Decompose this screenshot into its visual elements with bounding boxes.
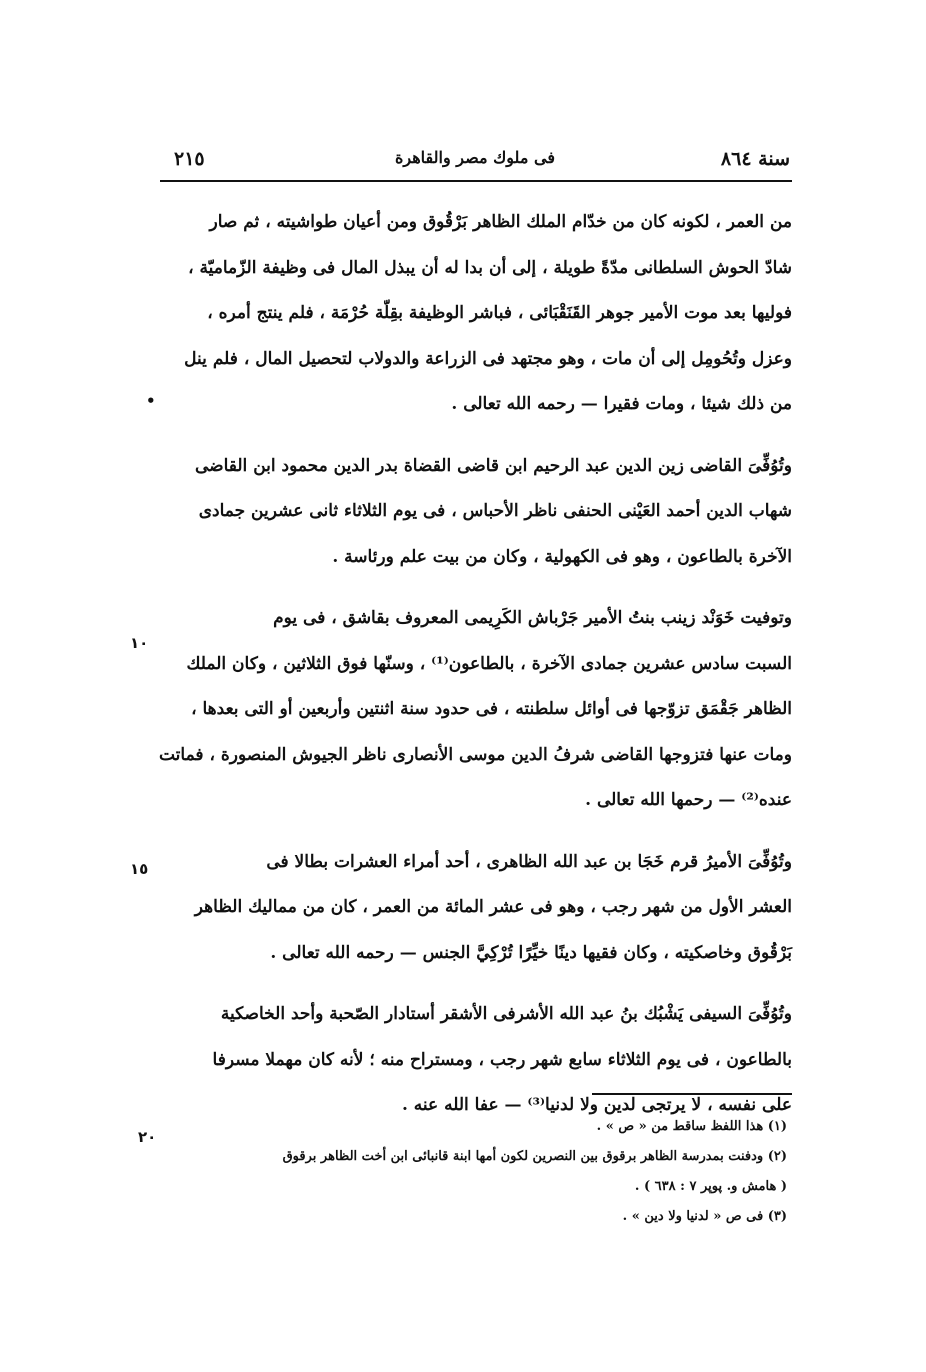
text-line: وتُوُفِّىَ الأميرُ قرم خَجَا بن عبد الله الظاهرى ، أحد أمراء العشرات بطالا فى bbox=[266, 851, 792, 872]
body-text bbox=[158, 200, 792, 1145]
text-line: وتُوُفِّىَ القاضى زين الدين عبد الرحيم ابن قاضى القضاة بدر الدين محمود ابن القاضى bbox=[194, 455, 792, 476]
footnotes bbox=[172, 1112, 787, 1232]
margin-dot: • bbox=[146, 392, 156, 410]
text-line: الظاهر جَقْمَق تزوّجها فى أوائل سلطنته ، فى حدود سنة اثنتين وأربعين أو التى بعدها ، bbox=[191, 699, 792, 719]
header-year: سنة ٨٦٤ bbox=[720, 148, 790, 170]
footnote: (٣) فى ص « لدنيا ولا دين » . bbox=[622, 1209, 787, 1224]
paragraph bbox=[172, 200, 792, 428]
margin-line-number-20: ٢٠ bbox=[138, 1128, 157, 1146]
text-line: العشر الأول من شهر رجب ، وهو فى عشر المائة من العمر ، كان من مماليك الظاهر bbox=[194, 897, 792, 917]
margin-line-number-10: ١٠ bbox=[130, 634, 149, 652]
text-line: وتُوُفِّىَ السيفى يَشْبُك بنُ عبد الله الأشرفى الأشقر أستادار الصّحبة وأحد الخاصكية bbox=[220, 1004, 792, 1024]
paragraph bbox=[158, 596, 792, 824]
text-line: شادّ الحوش السلطانى مدّةً طويلة ، إلى أن بدا له أن يبذل المال فى وظيفة الزّماميّة ، bbox=[188, 257, 792, 278]
text-line: من العمر ، لكونه كان من خدّام الملك الظاهر بَرْقُوق ومن أعيان طواشيته ، ثم صار bbox=[209, 212, 792, 232]
paragraph bbox=[172, 992, 792, 1129]
text-line: السبت سادس عشرين جمادى الآخرة ، بالطاعون⁽¹⁾ ، وسنّها فوق الثلاثين ، وكان الملك bbox=[186, 653, 792, 674]
footnote: (٢) ودفنت بمدرسة الظاهر برقوق بين النصرين لكون أمها ابنة قانبائى ابن أخت الظاهر برقوق bbox=[282, 1149, 787, 1164]
text-line: ومات عنها فتزوجها القاضى شرفُ الدين موسى الأنصارى ناظر الجيوش المنصورة ، فماتت bbox=[158, 744, 792, 765]
margin-line-number-15: ١٥ bbox=[130, 860, 149, 878]
paragraph bbox=[172, 840, 792, 977]
footnote: (١) هذا اللفظ ساقط من « ص » . bbox=[596, 1119, 787, 1134]
text-line: على نفسه ، لا يرتجى لدين ولا لدنيا⁽³⁾ — عفا الله عنه . bbox=[401, 1095, 792, 1115]
text-line: فوليها بعد موت الأمير جوهر القَنَقْبَائى ، فباشر الوظيفة بقِلّة حُرْمَة ، فلم ينتج أمره ، bbox=[207, 303, 792, 323]
text-line: شهاب الدين أحمد العَيْنى الحنفى ناظر الأحباس ، فى يوم الثلاثاء ثانى عشرين جمادى bbox=[198, 501, 792, 521]
text-line: وعزل وتُحُومِل إلى أن مات ، وهو مجتهد فى الزراعة والدولاب لتحصيل المال ، فلم ينل bbox=[184, 348, 792, 369]
text-line: الآخرة بالطاعون ، وهو فى الكهولية ، وكان من بيت علم ورئاسة . bbox=[332, 546, 792, 567]
header-title: فى ملوك مصر والقاهرة bbox=[395, 148, 555, 167]
text-line: من ذلك شيئا ، ومات فقيرا — رحمه الله تعالى . bbox=[451, 394, 792, 414]
text-line: وتوفيت خَوَنْد زينب بنتُ الأمير جَرْباش الكَرِيمى المعروف بقاشق ، فى يوم bbox=[273, 608, 792, 628]
paragraph bbox=[172, 444, 792, 581]
footnote-divider bbox=[592, 1093, 792, 1095]
text-line: بالطاعون ، فى يوم الثلاثاء سابع شهر رجب ، ومستراح منه ؛ لأنه كان مهملا مسرفا bbox=[212, 1049, 792, 1070]
header-divider bbox=[160, 180, 792, 182]
page-number: ٢١٥ bbox=[174, 148, 205, 170]
running-header bbox=[160, 140, 790, 180]
text-line: عنده⁽²⁾ — رحمها الله تعالى . bbox=[585, 790, 792, 810]
text-line: بَرْقُوق وخاصكيته ، وكان فقيها دينًا خيِّرًا تُرْكِيَّ الجنس — رحمه الله تعالى . bbox=[270, 942, 792, 963]
footnote: ( هامش و. پوپر ٧ : ٦٣٨ ) . bbox=[634, 1179, 787, 1194]
